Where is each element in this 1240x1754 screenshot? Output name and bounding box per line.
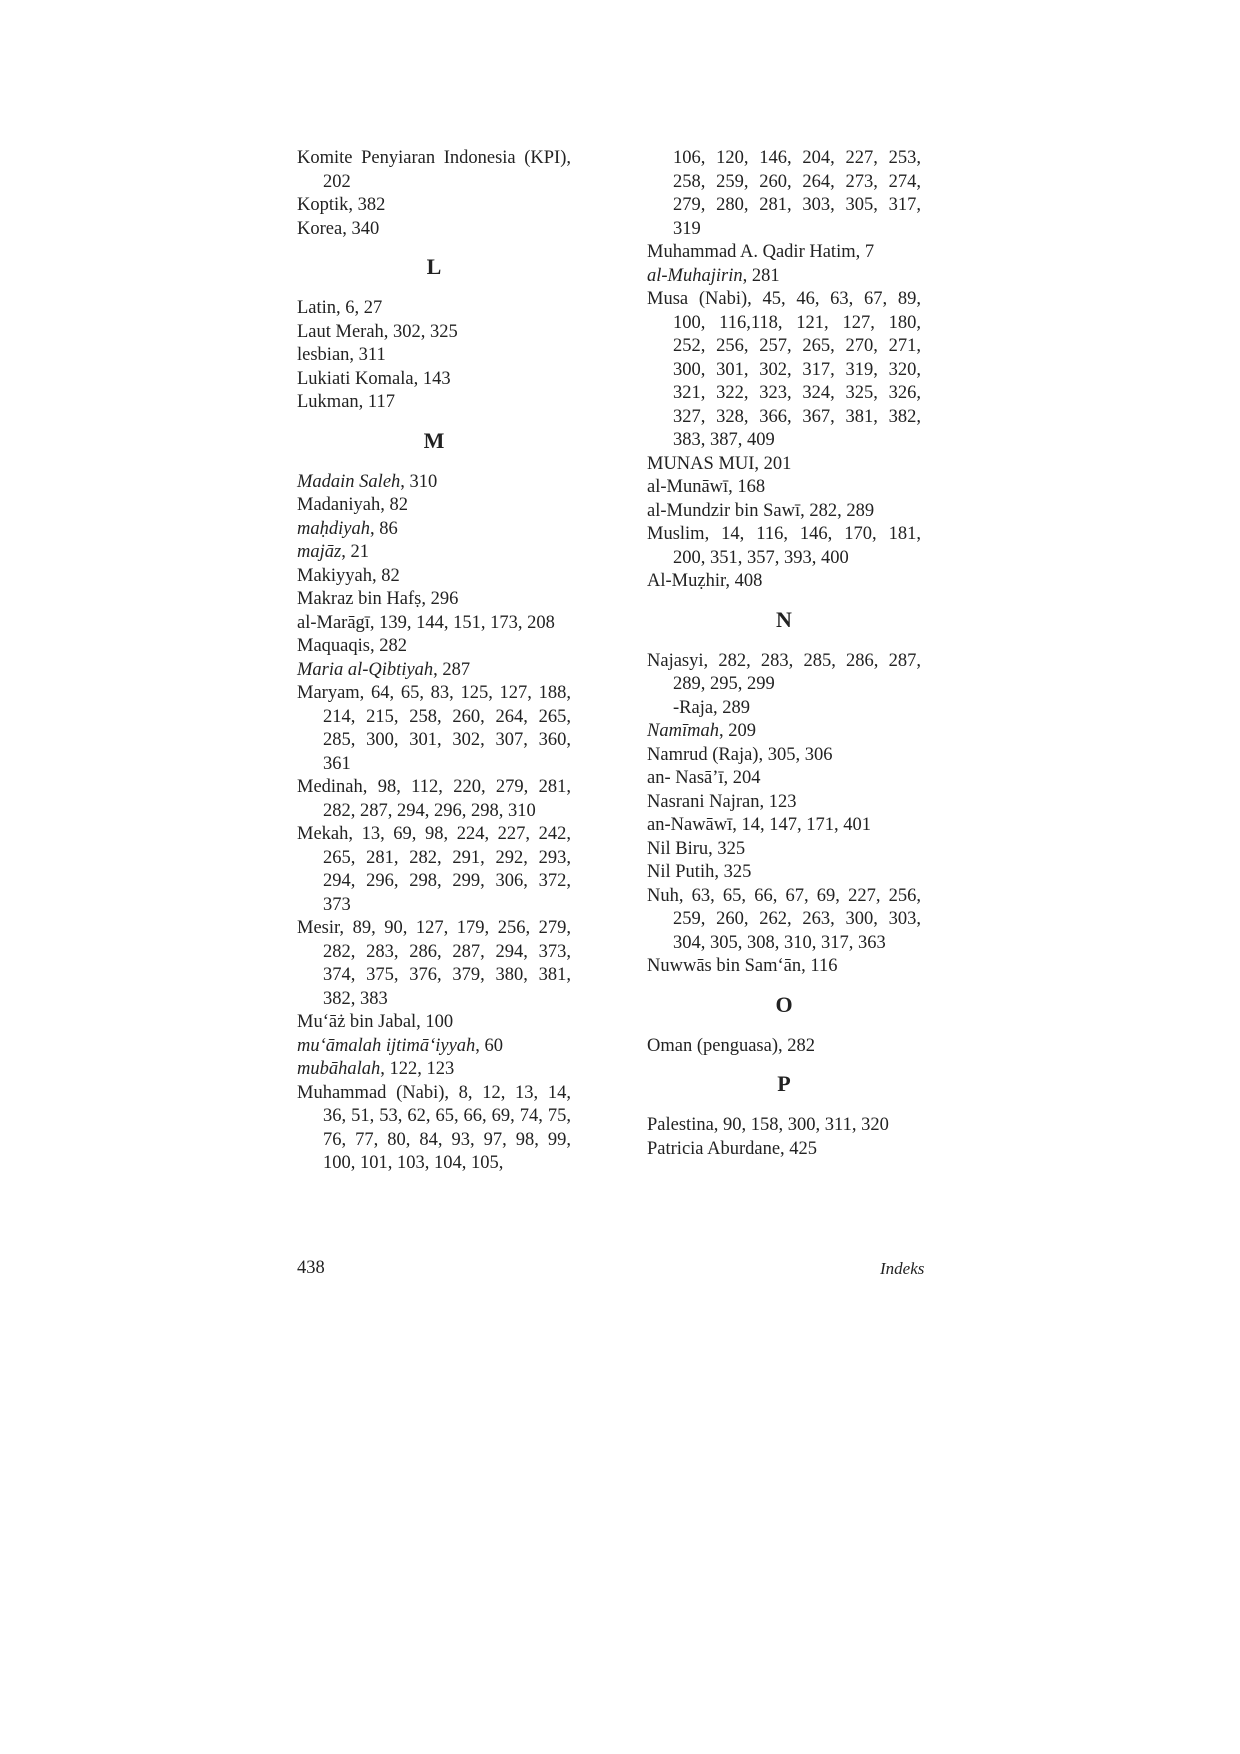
entry-head-italic: Maria al-Qibtiyah	[297, 659, 434, 680]
index-entry: Medinah, 98, 112, 220, 279, 281, 282, 287, 294, 296, 298, 310	[297, 777, 571, 821]
index-entry: Nuwwās bin Sam‘ān, 116	[647, 956, 838, 976]
page-number: 438	[297, 1258, 325, 1278]
index-entry-continuation: 106, 120, 146, 204, 227, 253, 258, 259, 260, 264, 273, 274, 279, 280, 281, 303, 305, 317, 319	[673, 148, 921, 239]
index-entry: Muhammad A. Qadir Hatim, 7	[647, 242, 875, 262]
entry-pages: , 86	[369, 518, 398, 539]
index-entry: an- Nasā’ī, 204	[647, 768, 761, 788]
index-entry: Lukiati Komala, 143	[297, 368, 451, 389]
index-entry: Patricia Aburdane, 425	[647, 1138, 818, 1159]
section-letter-l: L	[426, 254, 442, 279]
entry-head-italic: mubāhalah	[297, 1059, 381, 1079]
index-entry: Lukman, 117	[297, 392, 395, 412]
index-entry: Nasrani Najran, 123	[647, 791, 797, 812]
index-entry	[297, 471, 571, 495]
index-entry: lesbian, 311	[297, 345, 386, 365]
section-letter-n: N	[776, 606, 792, 632]
index-entry: Musa (Nabi), 45, 46, 63, 67, 89, 100, 116,118, 121, 127, 180, 252, 256, 257, 265, 270, 271, 300, 301, 302, 317, 319, 320, 321, 322, 323, 324, 325, 326, 327, 328, 366, 367, 381, 382, 383, 387, 409	[647, 289, 921, 450]
index-entry: Latin, 6, 27	[297, 298, 383, 318]
index-entry: Nil Biru, 325	[647, 838, 746, 859]
entry-pages: , 287	[433, 659, 471, 680]
index-entry: Mesir, 89, 90, 127, 179, 256, 279, 282, 283, 286, 287, 294, 373, 374, 375, 376, 379, 380, 381, 382, 383	[297, 918, 571, 1009]
entry-pages: , 209	[718, 721, 756, 741]
entry-head-italic: majāz	[297, 542, 342, 562]
index-entry: Muslim, 14, 116, 146, 170, 181, 200, 351, 357, 393, 400	[647, 524, 921, 568]
index-entry: Najasyi, 282, 283, 285, 286, 287, 289, 295, 299	[647, 650, 921, 694]
entry-pages: , 21	[341, 542, 369, 562]
index-column-left	[297, 147, 571, 1176]
entry-pages: , 60	[475, 1035, 504, 1056]
index-entry: Maquaqis, 282	[297, 636, 407, 656]
index-entry: Laut Merah, 302, 325	[297, 321, 458, 342]
index-entry: Koptik, 382	[297, 195, 386, 215]
index-entry: Oman (penguasa), 282	[647, 1035, 815, 1056]
running-title: Indeks	[880, 1259, 925, 1278]
index-entry	[297, 659, 571, 683]
entry-head-italic: mu‘āmalah ijtimā‘iyyah	[297, 1035, 476, 1056]
index-entry	[297, 518, 571, 542]
index-entry: Mu‘āż bin Jabal, 100	[297, 1012, 454, 1032]
index-entry: Nuh, 63, 65, 66, 67, 69, 227, 256, 259, 260, 262, 263, 300, 303, 304, 305, 308, 310, 317, 363	[647, 885, 921, 953]
index-entry: MUNAS MUI, 201	[647, 453, 792, 474]
index-entry: Palestina, 90, 158, 300, 311, 320	[647, 1115, 889, 1135]
entry-head-italic: Namīmah	[647, 721, 719, 741]
entry-head-italic: Madain Saleh	[297, 471, 401, 492]
index-entry	[297, 1035, 571, 1059]
section-letter-p: P	[777, 1071, 791, 1096]
index-entry: al-Mundzir bin Sawī, 282, 289	[647, 500, 875, 521]
index-entry: Nil Putih, 325	[647, 862, 752, 882]
index-entry: Korea, 340	[297, 218, 380, 239]
index-entry: Maryam, 64, 65, 83, 125, 127, 188, 214, 215, 258, 260, 264, 265, 285, 300, 301, 302, 307, 360, 361	[297, 683, 571, 774]
index-entry: Mekah, 13, 69, 98, 224, 227, 242, 265, 281, 282, 291, 292, 293, 294, 296, 298, 299, 306, 372, 373	[297, 824, 571, 915]
index-entry: Muhammad (Nabi), 8, 12, 13, 14, 36, 51, 53, 62, 65, 66, 69, 74, 75, 76, 77, 80, 84, 93, 97, 98, 99, 100, 101, 103, 104, 105,	[297, 1082, 571, 1173]
entry-head-italic: maḥdiyah	[297, 518, 370, 539]
entry-pages: , 122, 123	[380, 1059, 455, 1079]
index-entry: Komite Penyiaran Indonesia (KPI), 202	[297, 148, 571, 192]
index-entry	[297, 1058, 571, 1082]
index-entry: Madaniyah, 82	[297, 495, 408, 515]
section-letter-o: O	[775, 991, 793, 1017]
index-entry: Namrud (Raja), 305, 306	[647, 744, 833, 765]
entry-pages: , 281	[742, 265, 780, 286]
index-column-right	[647, 147, 921, 1161]
index-entry	[647, 265, 921, 289]
index-entry: Al-Muẓhir, 408	[647, 571, 763, 591]
index-subentry: -Raja, 289	[673, 697, 751, 718]
entry-head-italic: al-Muhajirin	[647, 265, 743, 286]
index-entry: an-Nawāwī, 14, 147, 171, 401	[647, 815, 872, 835]
section-letter-m: M	[423, 427, 445, 453]
entry-pages: , 310	[400, 471, 438, 492]
index-entry: al-Marāgī, 139, 144, 151, 173, 208	[297, 612, 555, 633]
index-entry: Makraz bin Hafṣ, 296	[297, 589, 459, 609]
index-entry: al-Munāwī, 168	[647, 477, 766, 497]
index-entry: Makiyyah, 82	[297, 565, 400, 586]
index-entry	[647, 720, 921, 744]
index-entry	[297, 541, 571, 565]
